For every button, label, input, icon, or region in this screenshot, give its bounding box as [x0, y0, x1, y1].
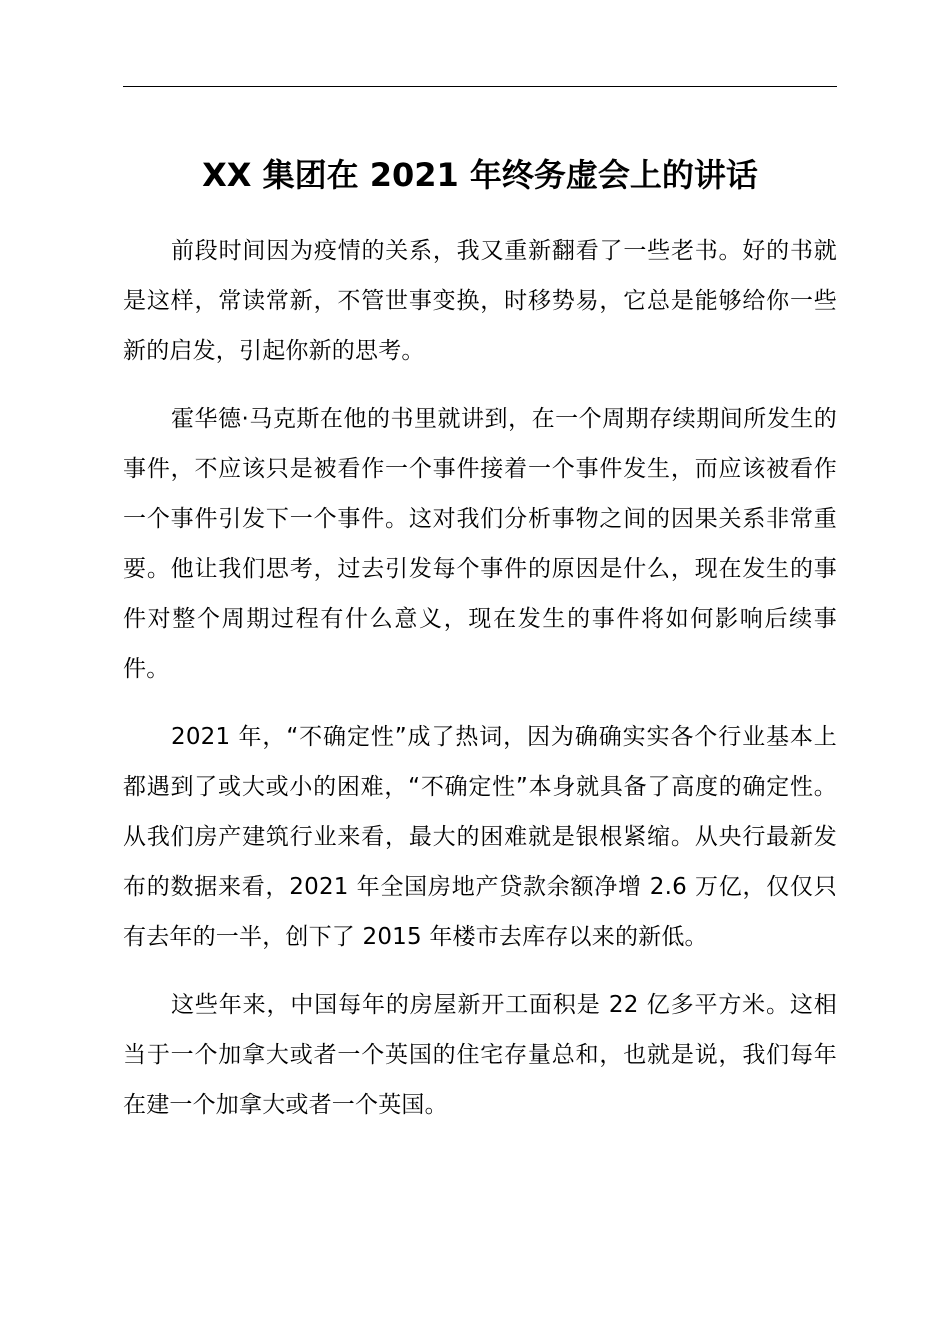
paragraph-4: 这些年来，中国每年的房屋新开工面积是 22 亿多平方米。这相当于一个加拿大或者一个英国的住宅存量总和，也就是说，我们每年在建一个加拿大或者一个英国。: [123, 992, 837, 1118]
paragraph-3: 2021 年，“不确定性”成了热词，因为确确实实各个行业基本上都遇到了或大或小的困难，“不确定性”本身就具备了高度的确定性。从我们房产建筑行业来看，最大的困难就是银根紧缩。从央行最新发布的数据来看，2021 年全国房地产贷款余额净增 2.6 万亿，仅仅只有去年的一半，创下了 2015 年楼市去库存以来的新低。: [123, 724, 837, 950]
paragraph-1: 前段时间因为疫情的关系，我又重新翻看了一些老书。好的书就是这样，常读常新，不管世事变换，时移势易，它总是能够给你一些新的启发，引起你新的思考。: [123, 238, 837, 364]
paragraph-2: 霍华德·马克斯在他的书里就讲到，在一个周期存续期间所发生的事件，不应该只是被看作一个事件接着一个事件发生，而应该被看作一个事件引发下一个事件。这对我们分析事物之间的因果关系非常重要。他让我们思考，过去引发每个事件的原因是什么，现在发生的事件对整个周期过程有什么意义，现在发生的事件将如何影响后续事件。: [123, 406, 837, 682]
document-body: [123, 226, 837, 1148]
header-rule: [123, 86, 837, 87]
document-title: XX 集团在 2021 年终务虚会上的讲话: [202, 156, 758, 194]
